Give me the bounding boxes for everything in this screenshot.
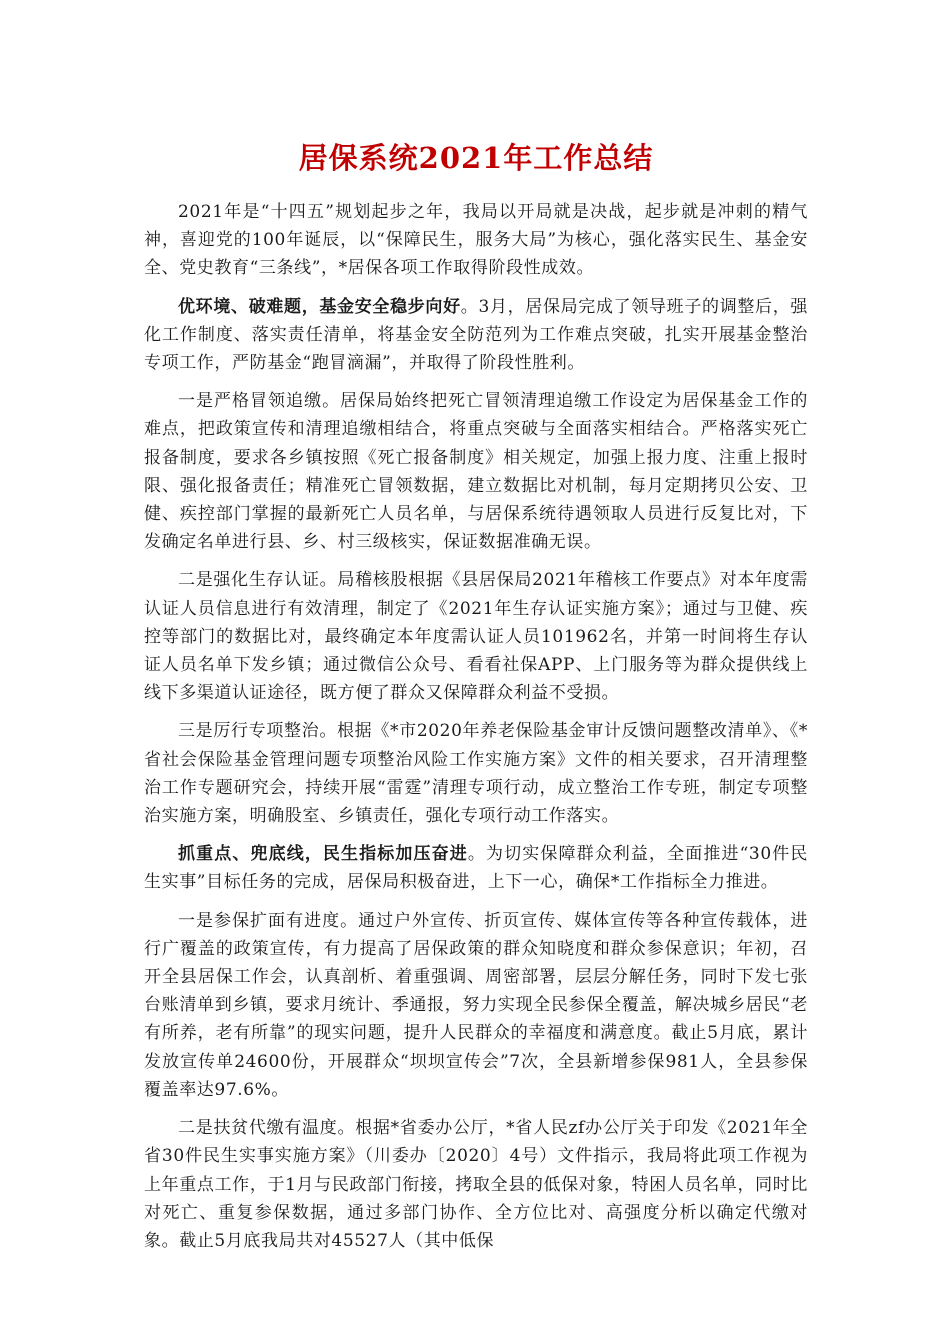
paragraph-text: 二是扶贫代缴有温度。根据*省委办公厅，*省人民zf办公厅关于印发《2021年全省30件民生实事实施方案》（川委办〔2020〕4号）文件指示，我局将此项工作视为上年重点工作，于1月与民政部门衔接，拷取全县的低保对象，特困人员名单，同时比对死亡、重复参保数据，通过多部门协作、全方位比对、高强度分析以确定代缴对象。截止5月底我局共对45527人（其中低保 xyxy=(144,1118,808,1251)
paragraph-text: 一是参保扩面有进度。通过户外宣传、折页宣传、媒体宣传等各种宣传载体，进行广覆盖的政策宣传，有力提高了居保政策的群众知晓度和群众参保意识；年初，召开全县居保工作会，认真剖析、着重强调、周密部署，层层分解任务，同时下发七张台账清单到乡镇，要求月统计、季通报，努力实现全民参保全覆盖，解决城乡居民“老有所养，老有所靠”的现实问题，提升人民群众的幸福度和满意度。截止5月底，累计发放宣传单24600份，开展群众“坝坝宣传会”7次，全县新增参保981人，全县参保覆盖率达97.6%。 xyxy=(144,910,808,1100)
paragraph-text: 2021年是“十四五”规划起步之年，我局以开局就是决战，起步就是冲刺的精气神，喜迎党的100年诞辰，以“保障民生，服务大局”为核心，强化落实民生、基金安全、党史教育“三条线”，*居保各项工作取得阶段性成效。 xyxy=(144,202,808,279)
paragraph-poverty-payment xyxy=(144,1114,808,1255)
document-title: 居保系统2021年工作总结 xyxy=(298,141,654,175)
paragraph-text: 。3月，居保局完成了领导班子的调整后，强化工作制度、落实责任清单，将基金安全防范列为工作难点突破，扎实开展基金整治专项工作，严防基金“跑冒滴漏”，并取得了阶段性胜利。 xyxy=(144,296,808,374)
paragraph-fund-safety xyxy=(144,293,808,378)
paragraph-survival-certification xyxy=(144,566,808,707)
paragraph-fraud-recovery xyxy=(144,387,808,556)
paragraph-text: 三是厉行专项整治。根据《*市2020年养老保险基金审计反馈问题整改清单》、《*省社会保险基金管理问题专项整治风险工作实施方案》文件的相关要求，召开清理整治工作专题研究会，持续开展“雷霆”清理专项行动，成立整治工作专班，制定专项整治实施方案，明确股室、乡镇责任，强化专项行动工作落实。 xyxy=(144,721,808,827)
paragraph-text: 。为切实保障群众利益，全面推进“30件民生实事”目标任务的完成，居保局积极奋进，上下一心，确保*工作指标全力推进。 xyxy=(144,844,808,893)
paragraph-special-rectification xyxy=(144,717,808,830)
paragraph-intro xyxy=(144,198,808,283)
document-page xyxy=(144,138,808,1265)
paragraph-text: 二是强化生存认证。局稽核股根据《县居保局2021年稽核工作要点》对本年度需认证人员信息进行有效清理，制定了《2021年生存认证实施方案》；通过与卫健、疾控等部门的数据比对，最终确定本年度需认证人员101962名，并第一时间将生存认证人员名单下发乡镇；通过微信公众号、看看社保APP、上门服务等为群众提供线上线下多渠道认证途径，既方便了群众又保障群众利益不受损。 xyxy=(144,570,808,704)
paragraph-text: 一是严格冒领追缴。居保局始终把死亡冒领清理追缴工作设定为居保基金工作的难点，把政策宣传和清理追缴相结合，将重点突破与全面落实相结合。严格落实死亡报备制度，要求各乡镇按照《死亡报备制度》相关规定，加强上报力度、注重上报时限、强化报备责任；精准死亡冒领数据，建立数据比对机制，每月定期拷贝公安、卫健、疾控部门掌握的最新死亡人员名单，与居保系统待遇领取人员进行反复比对，下发确定名单进行县、乡、村三级核实，保证数据准确无误。 xyxy=(144,391,808,553)
paragraph-heading: 优环境、破难题，基金安全稳步向好 xyxy=(178,296,461,317)
paragraph-insurance-expansion xyxy=(144,907,808,1104)
paragraph-livelihood-indicators xyxy=(144,840,808,896)
paragraph-heading: 抓重点、兜底线，民生指标加压奋进 xyxy=(178,844,468,865)
